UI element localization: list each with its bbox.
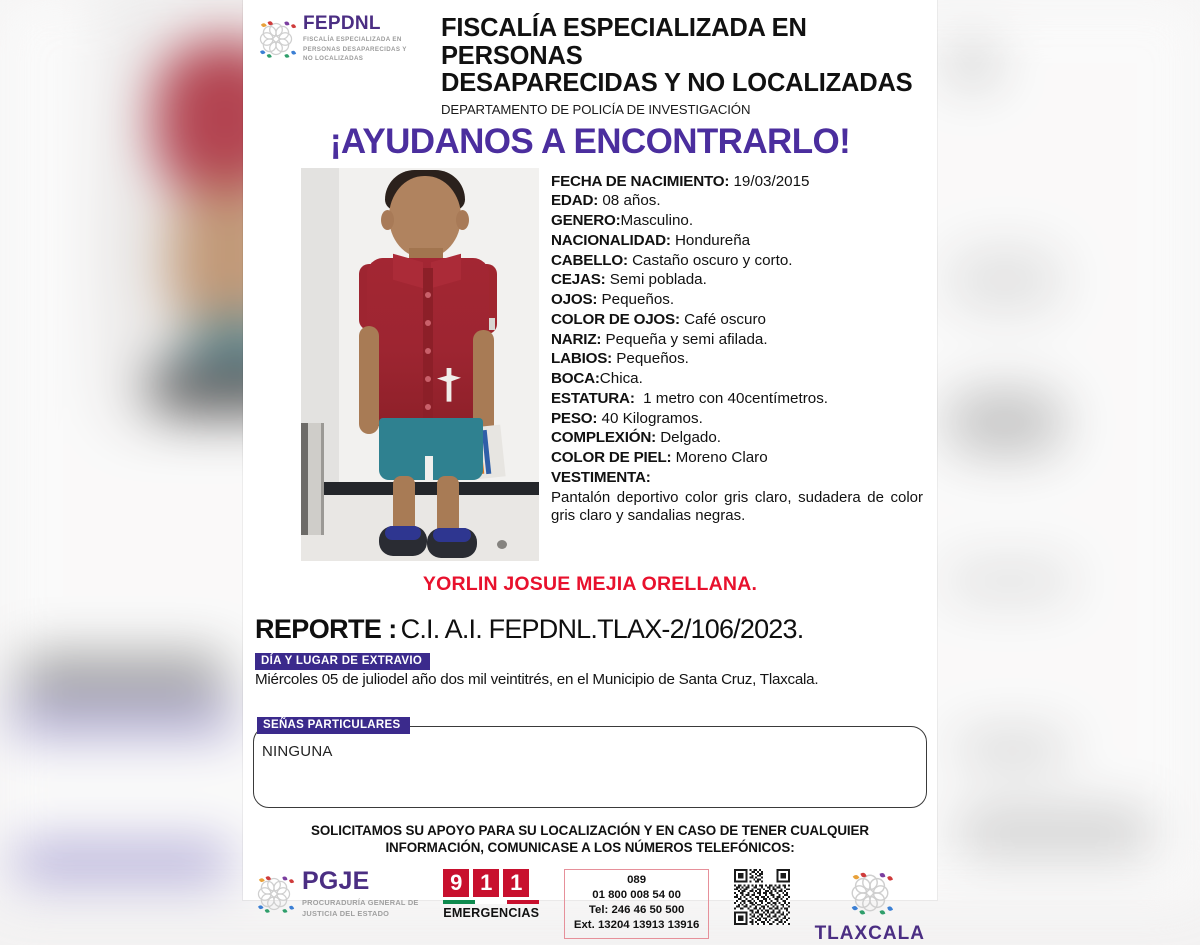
incident-text: Miércoles 05 de juliodel año dos mil veintitrés, en el Municipio de Santa Cruz, Tlaxcala. <box>255 670 819 688</box>
clothing-label-row <box>551 468 929 488</box>
report-value: C.I. A.I. FEPDNL.TLAX-2/106/2023. <box>400 613 804 644</box>
detail-label: PESO: <box>551 409 598 427</box>
tlaxcala-logo <box>815 869 925 945</box>
detail-label: CABELLO: <box>551 251 628 269</box>
detail-row <box>551 389 929 409</box>
marks-section <box>253 718 927 808</box>
report-line <box>243 596 937 645</box>
department-title: DEPARTAMENTO DE POLICÍA DE INVESTIGACIÓN <box>441 101 751 117</box>
detail-label: BOCA: <box>551 370 600 388</box>
emergency-911-logo <box>443 869 539 920</box>
phone-ext <box>574 918 699 933</box>
phone-tel <box>574 903 699 918</box>
detail-row <box>551 231 929 251</box>
detail-label: COLOR DE PIEL: <box>551 449 672 467</box>
detail-label: CEJAS: <box>551 271 606 289</box>
detail-value: Chica. <box>599 370 643 388</box>
header-titles <box>441 14 927 117</box>
detail-label: OJOS: <box>551 291 598 309</box>
incident-tag: DÍA Y LUGAR DE EXTRAVIO <box>255 653 430 670</box>
emergency-digit-9: 9 <box>443 869 469 897</box>
org-title-line2: DESAPARECIDAS Y NO LOCALIZADAS <box>441 69 913 98</box>
phone-tel-label: Tel: <box>588 904 609 917</box>
detail-value: 40 Kilogramos. <box>601 409 703 427</box>
footer-note-line2: INFORMACIÓN, COMUNICASE A LOS NÚMEROS TELEFÓNICOS: <box>385 840 795 856</box>
fepdnl-subtitle-line1: FISCALÍA ESPECIALIZADA EN <box>303 36 402 43</box>
detail-value: Moreno Claro <box>675 449 768 467</box>
detail-label: NARIZ: <box>551 330 602 348</box>
pgje-subtitle-line1: PROCURADURÍA GENERAL DE <box>302 897 419 907</box>
headline: ¡AYUDANOS A ENCONTRARLO! <box>329 121 851 161</box>
emergency-digit-1a: 1 <box>473 869 499 897</box>
fepdnl-logo <box>255 14 431 64</box>
qr-code-icon[interactable] <box>734 869 790 925</box>
phone-089: 089 <box>627 873 647 886</box>
footer-note-line1: SOLICITAMOS SU APOYO PARA SU LOCALIZACIÓN Y EN CASO DE TENER CUALQUIER <box>311 822 869 838</box>
detail-row <box>551 270 929 290</box>
detail-value: 1 metro con 40centímetros. <box>643 389 829 407</box>
poster-header <box>243 0 937 117</box>
detail-value: Semi poblada. <box>609 271 707 289</box>
detail-label: COMPLEXIÓN: <box>551 429 656 447</box>
flower-emblem-icon <box>253 873 295 915</box>
detail-value: Café oscuro <box>684 310 766 328</box>
phone-tel-value: 246 46 50 500 <box>611 904 685 917</box>
mexico-flag-icon <box>443 900 539 904</box>
detail-row <box>551 251 929 271</box>
phone-ext-value: 13204 13913 13916 <box>597 919 700 932</box>
detail-row <box>551 330 929 350</box>
marks-value: NINGUNA <box>262 742 333 760</box>
detail-value: Pequeños. <box>601 291 675 309</box>
detail-label: EDAD: <box>551 192 599 210</box>
detail-label: FECHA DE NACIMIENTO: <box>551 172 730 190</box>
emergency-digit-1b: 1 <box>503 869 529 897</box>
detail-label: COLOR DE OJOS: <box>551 310 680 328</box>
detail-label: ESTATURA: <box>551 389 635 407</box>
details-list <box>551 168 929 561</box>
detail-row <box>551 428 929 448</box>
detail-label: NACIONALIDAD: <box>551 231 671 249</box>
pgje-subtitle-line2: JUSTICIA DEL ESTADO <box>302 909 390 919</box>
detail-row <box>551 448 929 468</box>
detail-row <box>551 369 929 389</box>
detail-value: 08 años. <box>602 192 661 210</box>
detail-label: GENERO: <box>551 212 621 230</box>
detail-row <box>551 191 929 211</box>
detail-row <box>551 172 929 192</box>
fepdnl-subtitle-line3: NO LOCALIZADAS <box>303 55 364 63</box>
detail-row <box>551 409 929 429</box>
clothing-label: VESTIMENTA: <box>551 468 651 486</box>
marks-tag: SEÑAS PARTICULARES <box>257 717 410 734</box>
detail-label: LABIOS: <box>551 350 613 368</box>
phone-numbers-box <box>564 869 709 939</box>
detail-value: 19/03/2015 <box>733 172 810 190</box>
detail-value: Pequeños. <box>616 350 689 368</box>
marks-box <box>253 726 927 808</box>
detail-row <box>551 290 929 310</box>
detail-row <box>551 211 929 231</box>
pgje-logo <box>253 866 419 919</box>
footer-logos <box>243 857 937 945</box>
detail-row <box>551 310 929 330</box>
detail-value: Castaño oscuro y corto. <box>632 251 793 269</box>
detail-row <box>551 349 929 369</box>
flower-emblem-icon <box>255 18 297 60</box>
fepdnl-acronym: FEPDNL <box>303 13 381 34</box>
phone-ext-label: Ext. <box>573 919 595 932</box>
phone-tollfree: 01 800 008 54 00 <box>592 889 681 902</box>
missing-person-photo <box>301 168 539 561</box>
person-name: YORLIN JOSUE MEJIA ORELLANA. <box>422 572 758 595</box>
emergency-word: EMERGENCIAS <box>443 905 540 920</box>
detail-value: Delgado. <box>660 429 721 447</box>
missing-person-poster <box>243 0 937 944</box>
detail-value: Hondureña <box>674 231 751 249</box>
fepdnl-subtitle-line2: PERSONAS DESAPARECIDAS Y <box>303 45 407 53</box>
clothing-text: Pantalón deportivo color gris claro, sudadera de color gris claro y sandalias negras. <box>551 488 923 524</box>
pgje-acronym: PGJE <box>302 866 370 895</box>
footer-note <box>243 808 937 857</box>
flower-emblem-icon <box>846 869 894 917</box>
tlaxcala-word: TLAXCALA <box>814 922 925 944</box>
org-title-line1: FISCALÍA ESPECIALIZADA EN PERSONAS <box>441 14 807 70</box>
report-label: REPORTE : <box>255 613 397 644</box>
detail-value: Pequeña y semi afilada. <box>605 330 768 348</box>
detail-value: Masculino. <box>620 212 694 230</box>
poster-body <box>243 162 937 561</box>
